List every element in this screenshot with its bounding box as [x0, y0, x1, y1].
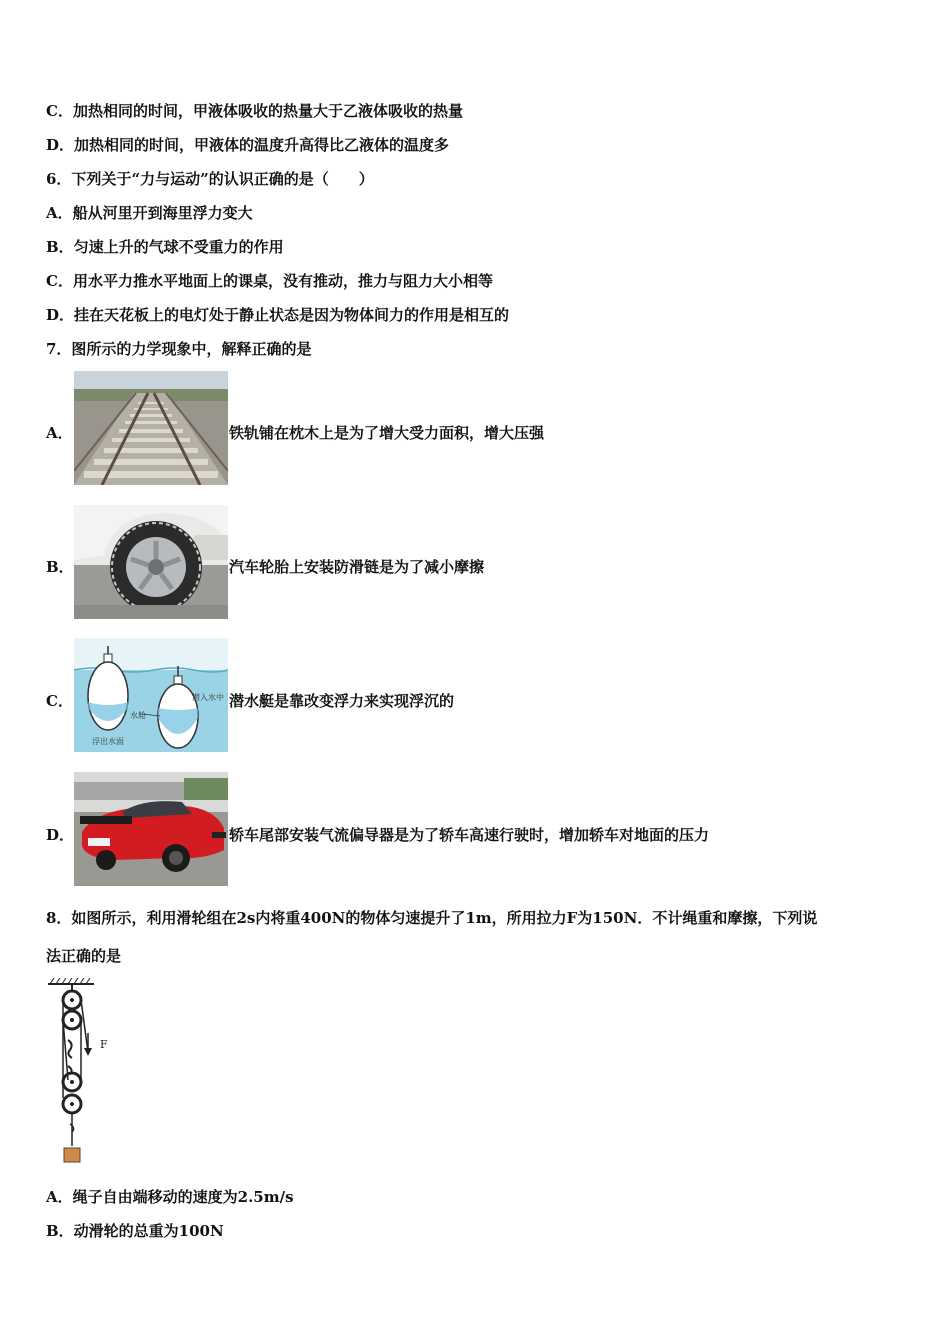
q5-option-c: C．加热相同的时间，甲液体吸收的热量大于乙液体吸收的热量	[46, 102, 463, 120]
force-label: F	[100, 1038, 108, 1051]
q5-option-d: D．加热相同的时间，甲液体的温度升高得比乙液体的温度多	[46, 136, 450, 154]
q8-option-b: B．动滑轮的总重为100N	[46, 1222, 224, 1240]
q7-option-d-letter: D．	[46, 826, 75, 844]
q7-option-b-letter: B．	[46, 558, 74, 576]
q6-option-d: D．挂在天花板上的电灯处于静止状态是因为物体间力的作用是相互的	[46, 306, 510, 324]
q7-option-b-text: 汽车轮胎上安装防滑链是为了减小摩擦	[229, 558, 485, 576]
q7-option-c-letter: C．	[46, 692, 73, 710]
q6-option-a: A．船从河里开到海里浮力变大	[46, 204, 253, 222]
q7-option-c-text: 潜水艇是靠改变浮力来实现浮沉的	[229, 692, 455, 710]
pulley-system-diagram	[48, 978, 114, 1168]
railway-track-image	[74, 371, 228, 485]
q7-option-a-text: 铁轨铺在枕木上是为了增大受力面积，增大压强	[229, 424, 545, 442]
q7-option-d-text: 轿车尾部安装气流偏导器是为了轿车高速行驶时，增加轿车对地面的压力	[229, 826, 710, 844]
q7-option-a-letter: A．	[46, 424, 73, 442]
red-car-image	[74, 772, 228, 886]
q7-stem: 7．图所示的力学现象中，解释正确的是	[46, 340, 312, 358]
q6-option-b: B．匀速上升的气球不受重力的作用	[46, 238, 284, 256]
q8-stem-line2: 法正确的是	[46, 947, 122, 965]
submarine-diagram-image	[74, 638, 228, 752]
q6-option-c: C．用水平力推水平地面上的课桌，没有推动，推力与阻力大小相等	[46, 272, 493, 290]
surface-label: 浮出水面	[92, 737, 124, 746]
q8-stem-line1: 8．如图所示，利用滑轮组在2s内将重400N的物体匀速提升了1m，所用拉力F为150N．不计绳重和摩擦，下列说	[46, 909, 818, 927]
water-tank-label: 水舱	[130, 711, 146, 720]
tire-chain-image	[74, 505, 228, 619]
submerged-label: 潜入水中	[192, 693, 224, 702]
q6-stem: 6．下列关于“力与运动”的认识正确的是（ ）	[46, 170, 374, 188]
q8-option-a: A．绳子自由端移动的速度为2.5m/s	[46, 1188, 294, 1206]
